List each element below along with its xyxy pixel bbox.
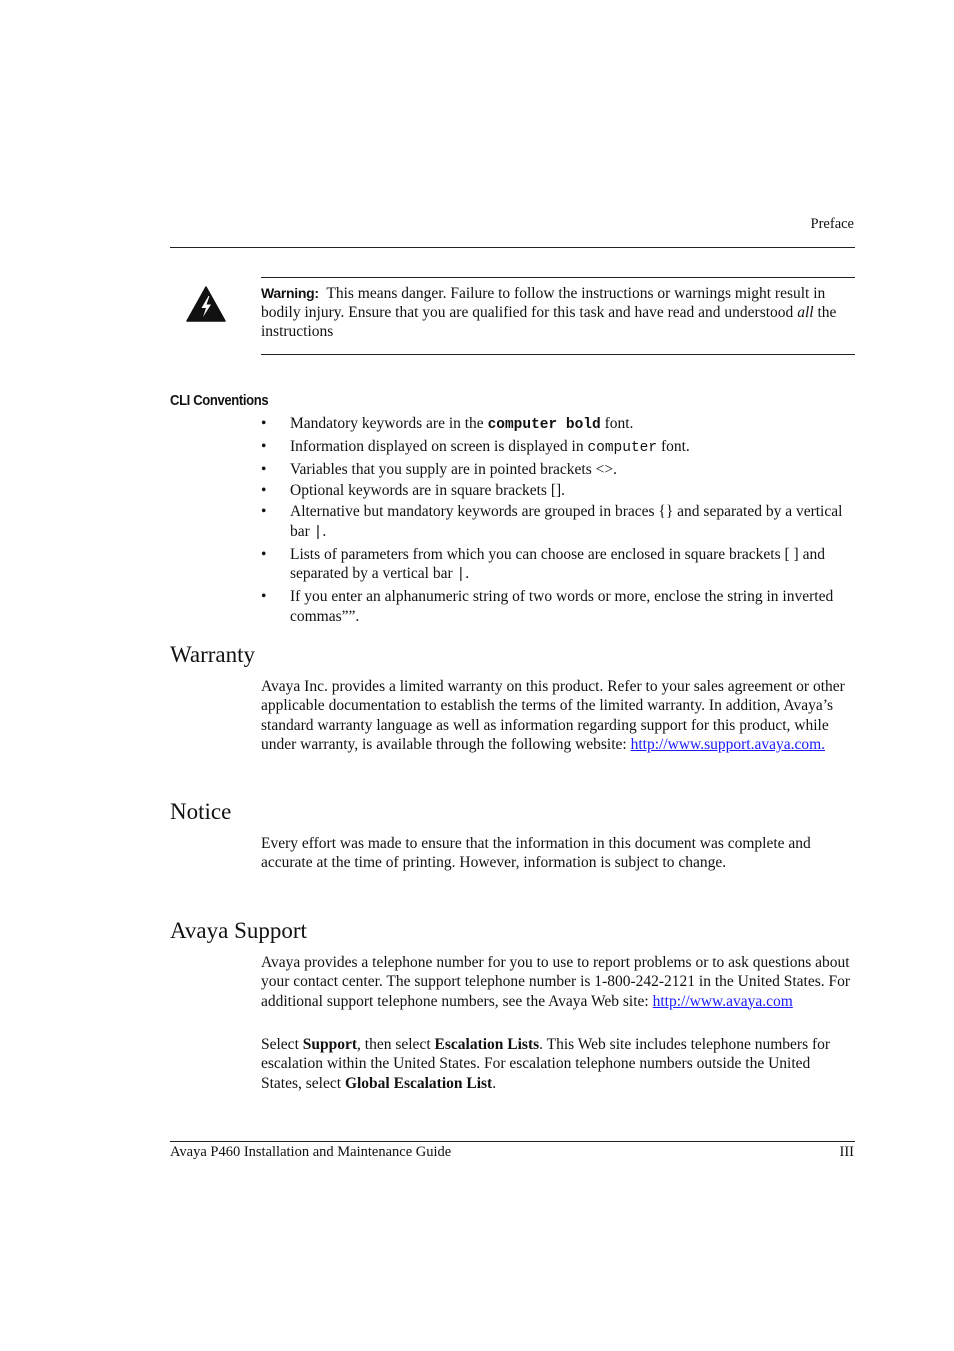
warranty-heading: Warranty (170, 642, 255, 667)
support-paragraph (261, 953, 855, 1011)
item-code: | (313, 524, 323, 541)
warning-body-end: the instructions (261, 304, 837, 340)
footer-page-number: III (839, 1144, 854, 1160)
notice-paragraph: Every effort was made to ensure that the information in this document was complete and accurate at the time of printing. However, information is subject to change. (261, 835, 811, 872)
support-website-link[interactable]: http://www.support.avaya.com. (630, 735, 826, 753)
support-text: Avaya provides a telephone number for you to use to report problems or to ask questions about your contact center. The support telephone number is 1-800-242-2121 in the United States. For additional support telephone numbers, see the Avaya Web site: (261, 954, 851, 1010)
escalation-text: . (492, 1074, 497, 1092)
item-text: If you enter an alphanumeric string of two words or more, enclose the string in inverted commas””. (290, 588, 834, 625)
item-text: Mandatory keywords are in the (290, 415, 488, 432)
list-item (261, 414, 855, 436)
list-item (261, 587, 855, 626)
list-item (261, 502, 855, 543)
item-code: | (456, 567, 466, 583)
cli-conventions-list (261, 414, 855, 628)
escalation-text: , then select (357, 1036, 435, 1053)
bullet-icon: • (261, 503, 267, 520)
bullet-icon: • (261, 461, 267, 478)
list-item (261, 481, 855, 501)
list-item (261, 460, 855, 480)
warning-hazard-icon (186, 286, 226, 322)
item-text: font. (600, 415, 634, 432)
warning-top-rule (261, 277, 855, 278)
warning-body: This means danger. Failure to follow the instructions or warnings might result in bodily injury. Ensure that you are qualified for this task and have read and understood (261, 285, 826, 321)
bullet-icon: • (261, 482, 267, 499)
warranty-paragraph (261, 677, 855, 754)
footer-rule (170, 1141, 855, 1142)
list-item (261, 545, 855, 586)
warning-emphasis: all (797, 304, 814, 321)
item-code: computer (587, 440, 658, 456)
warranty-text: Avaya Inc. provides a limited warranty on this product. Refer to your sales agreement or other applicable documentation to establish the terms of the limited warranty. In addition, Avaya’s standard warranty language as well as information regarding support for this product, while under warranty, is available through the following website: (261, 678, 845, 753)
running-header: Preface (810, 216, 854, 232)
item-text: Variables that you supply are in pointed brackets <>. (290, 461, 617, 478)
notice-heading: Notice (170, 799, 232, 824)
item-text: Alternative but mandatory keywords are grouped in braces {} and separated by a vertical bar (290, 503, 843, 540)
bullet-icon: • (261, 438, 267, 455)
escalation-paragraph (261, 1035, 855, 1093)
avaya-support-heading: Avaya Support (170, 918, 307, 943)
item-code: computer bold (487, 417, 601, 433)
bullet-icon: • (261, 415, 267, 432)
item-text: . (322, 522, 327, 540)
item-text: Lists of parameters from which you can choose are enclosed in square brackets [ ] and separated by a vertical bar (290, 545, 825, 582)
escalation-text: . This Web site includes telephone numbers for escalation within the United States. For escalation telephone numbers outside the United States, select (261, 1036, 831, 1092)
support-term: Support (302, 1036, 358, 1053)
item-text: Optional keywords are in square brackets []. (290, 482, 566, 499)
item-text: . (465, 565, 470, 582)
escalation-text: Select (261, 1036, 303, 1053)
warning-label: Warning: (261, 285, 319, 301)
warning-bottom-rule (261, 354, 855, 355)
item-text: font. (657, 438, 690, 455)
cli-conventions-heading: CLI Conventions (170, 393, 269, 409)
warning-text (261, 284, 855, 341)
avaya-website-link[interactable]: http://www.avaya.com (652, 992, 793, 1010)
header-rule (170, 247, 855, 248)
item-text: Information displayed on screen is displayed in (290, 438, 588, 455)
bullet-icon: • (261, 545, 267, 563)
global-escalation-term: Global Escalation List (344, 1074, 493, 1092)
escalation-lists-term: Escalation Lists (434, 1036, 540, 1053)
list-item (261, 437, 855, 459)
footer-document-title: Avaya P460 Installation and Maintenance Guide (170, 1144, 452, 1160)
bullet-icon: • (261, 588, 267, 605)
